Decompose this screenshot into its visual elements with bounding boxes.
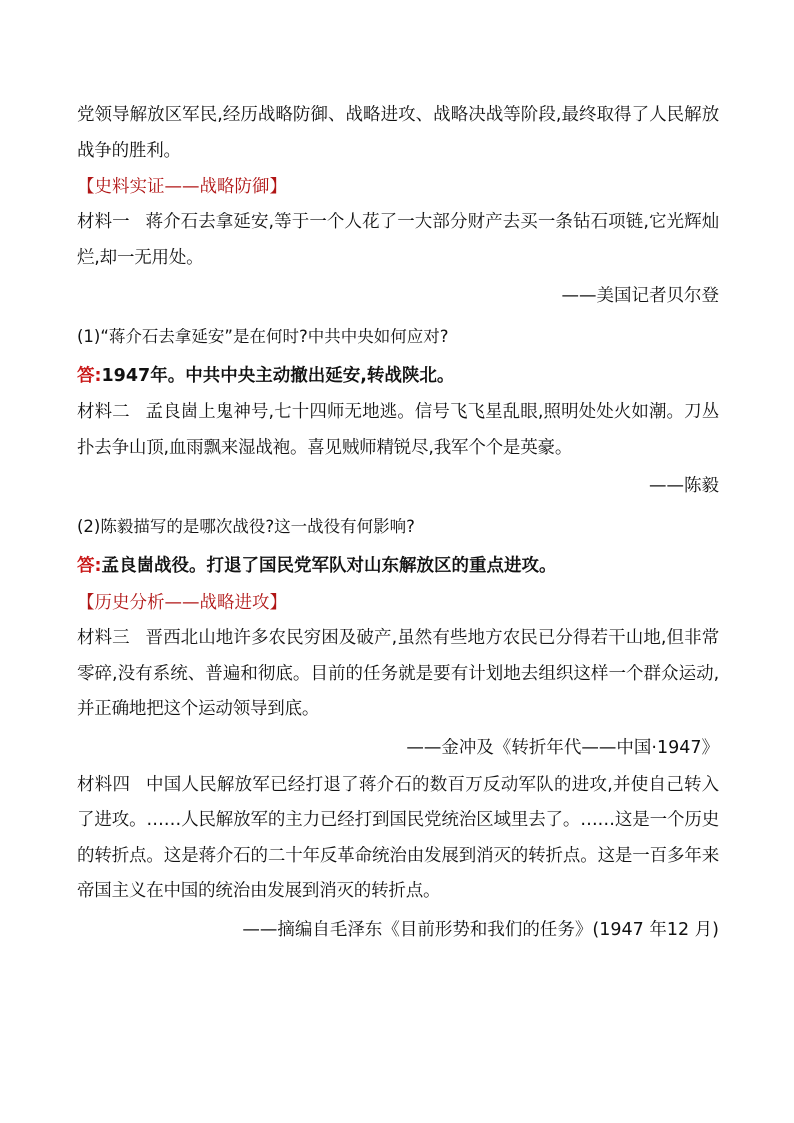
material-1 bbox=[77, 205, 719, 276]
material-1-label: 材料一 bbox=[77, 212, 130, 232]
question-2: (2)陈毅描写的是哪次战役?这一战役有何影响? bbox=[77, 517, 415, 536]
material-2-label: 材料二 bbox=[77, 402, 130, 422]
material-4-source: ——摘编自毛泽东《目前形势和我们的任务》(1947 年12 月) bbox=[242, 919, 719, 940]
material-3 bbox=[77, 621, 719, 728]
section-heading-strategic-defense: 【史料实证——战略防御】 bbox=[77, 177, 287, 197]
material-4-text: 中国人民解放军已经打退了蒋介石的数百万反动军队的进攻,并使自己转入了进攻。……人民解放军的主力已经打到国民党统治区域里去了。……这是一个历史的转折点。这是蒋介石的二十年反革命统治由发展到消灭的转折点。这是一百多年来帝国主义在中国的统治由发展到消灭的转折点。 bbox=[77, 774, 719, 901]
question-1: (1)“蒋介石去拿延安”是在何时?中共中央如何应对? bbox=[77, 327, 449, 346]
answer-2 bbox=[77, 547, 719, 585]
answer-1-text: 1947年。中共中央主动撤出延安,转战陕北。 bbox=[101, 366, 455, 386]
answer-1 bbox=[77, 357, 719, 395]
material-4 bbox=[77, 768, 719, 910]
answer-1-label: 答: bbox=[77, 366, 102, 386]
material-2 bbox=[77, 395, 719, 466]
material-1-text: 蒋介石去拿延安,等于一个人花了一大部分财产去买一条钻石项链,它光辉灿烂,却一无用处。 bbox=[77, 212, 719, 268]
material-2-text: 孟良崮上鬼神号,七十四师无地逃。信号飞飞星乱眼,照明处处火如潮。刀丛扑去争山顶,血雨飘来湿战袍。喜见贼师精锐尽,我军个个是英豪。 bbox=[77, 402, 719, 458]
material-3-label: 材料三 bbox=[77, 628, 130, 648]
material-3-text: 晋西北山地许多农民穷困及破产,虽然有些地方农民已分得若干山地,但非常零碎,没有系统、普遍和彻底。目前的任务就是要有计划地去组织这样一个群众运动,并正确地把这个运动领导到底。 bbox=[77, 628, 719, 719]
material-3-source: ——金冲及《转折年代——中国·1947》 bbox=[406, 737, 719, 758]
answer-2-text: 孟良崮战役。打退了国民党军队对山东解放区的重点进攻。 bbox=[101, 556, 557, 576]
answer-2-label: 答: bbox=[77, 556, 102, 576]
material-1-source: ——美国记者贝尔登 bbox=[561, 286, 719, 306]
material-4-label: 材料四 bbox=[77, 774, 131, 795]
document-body bbox=[77, 98, 719, 950]
material-2-source: ——陈毅 bbox=[649, 476, 719, 496]
intro-paragraph: 党领导解放区军民,经历战略防御、战略进攻、战略决战等阶段,最终取得了人民解放战争的胜利。 bbox=[77, 105, 719, 161]
section-heading-strategic-offense: 【历史分析——战略进攻】 bbox=[77, 593, 287, 613]
